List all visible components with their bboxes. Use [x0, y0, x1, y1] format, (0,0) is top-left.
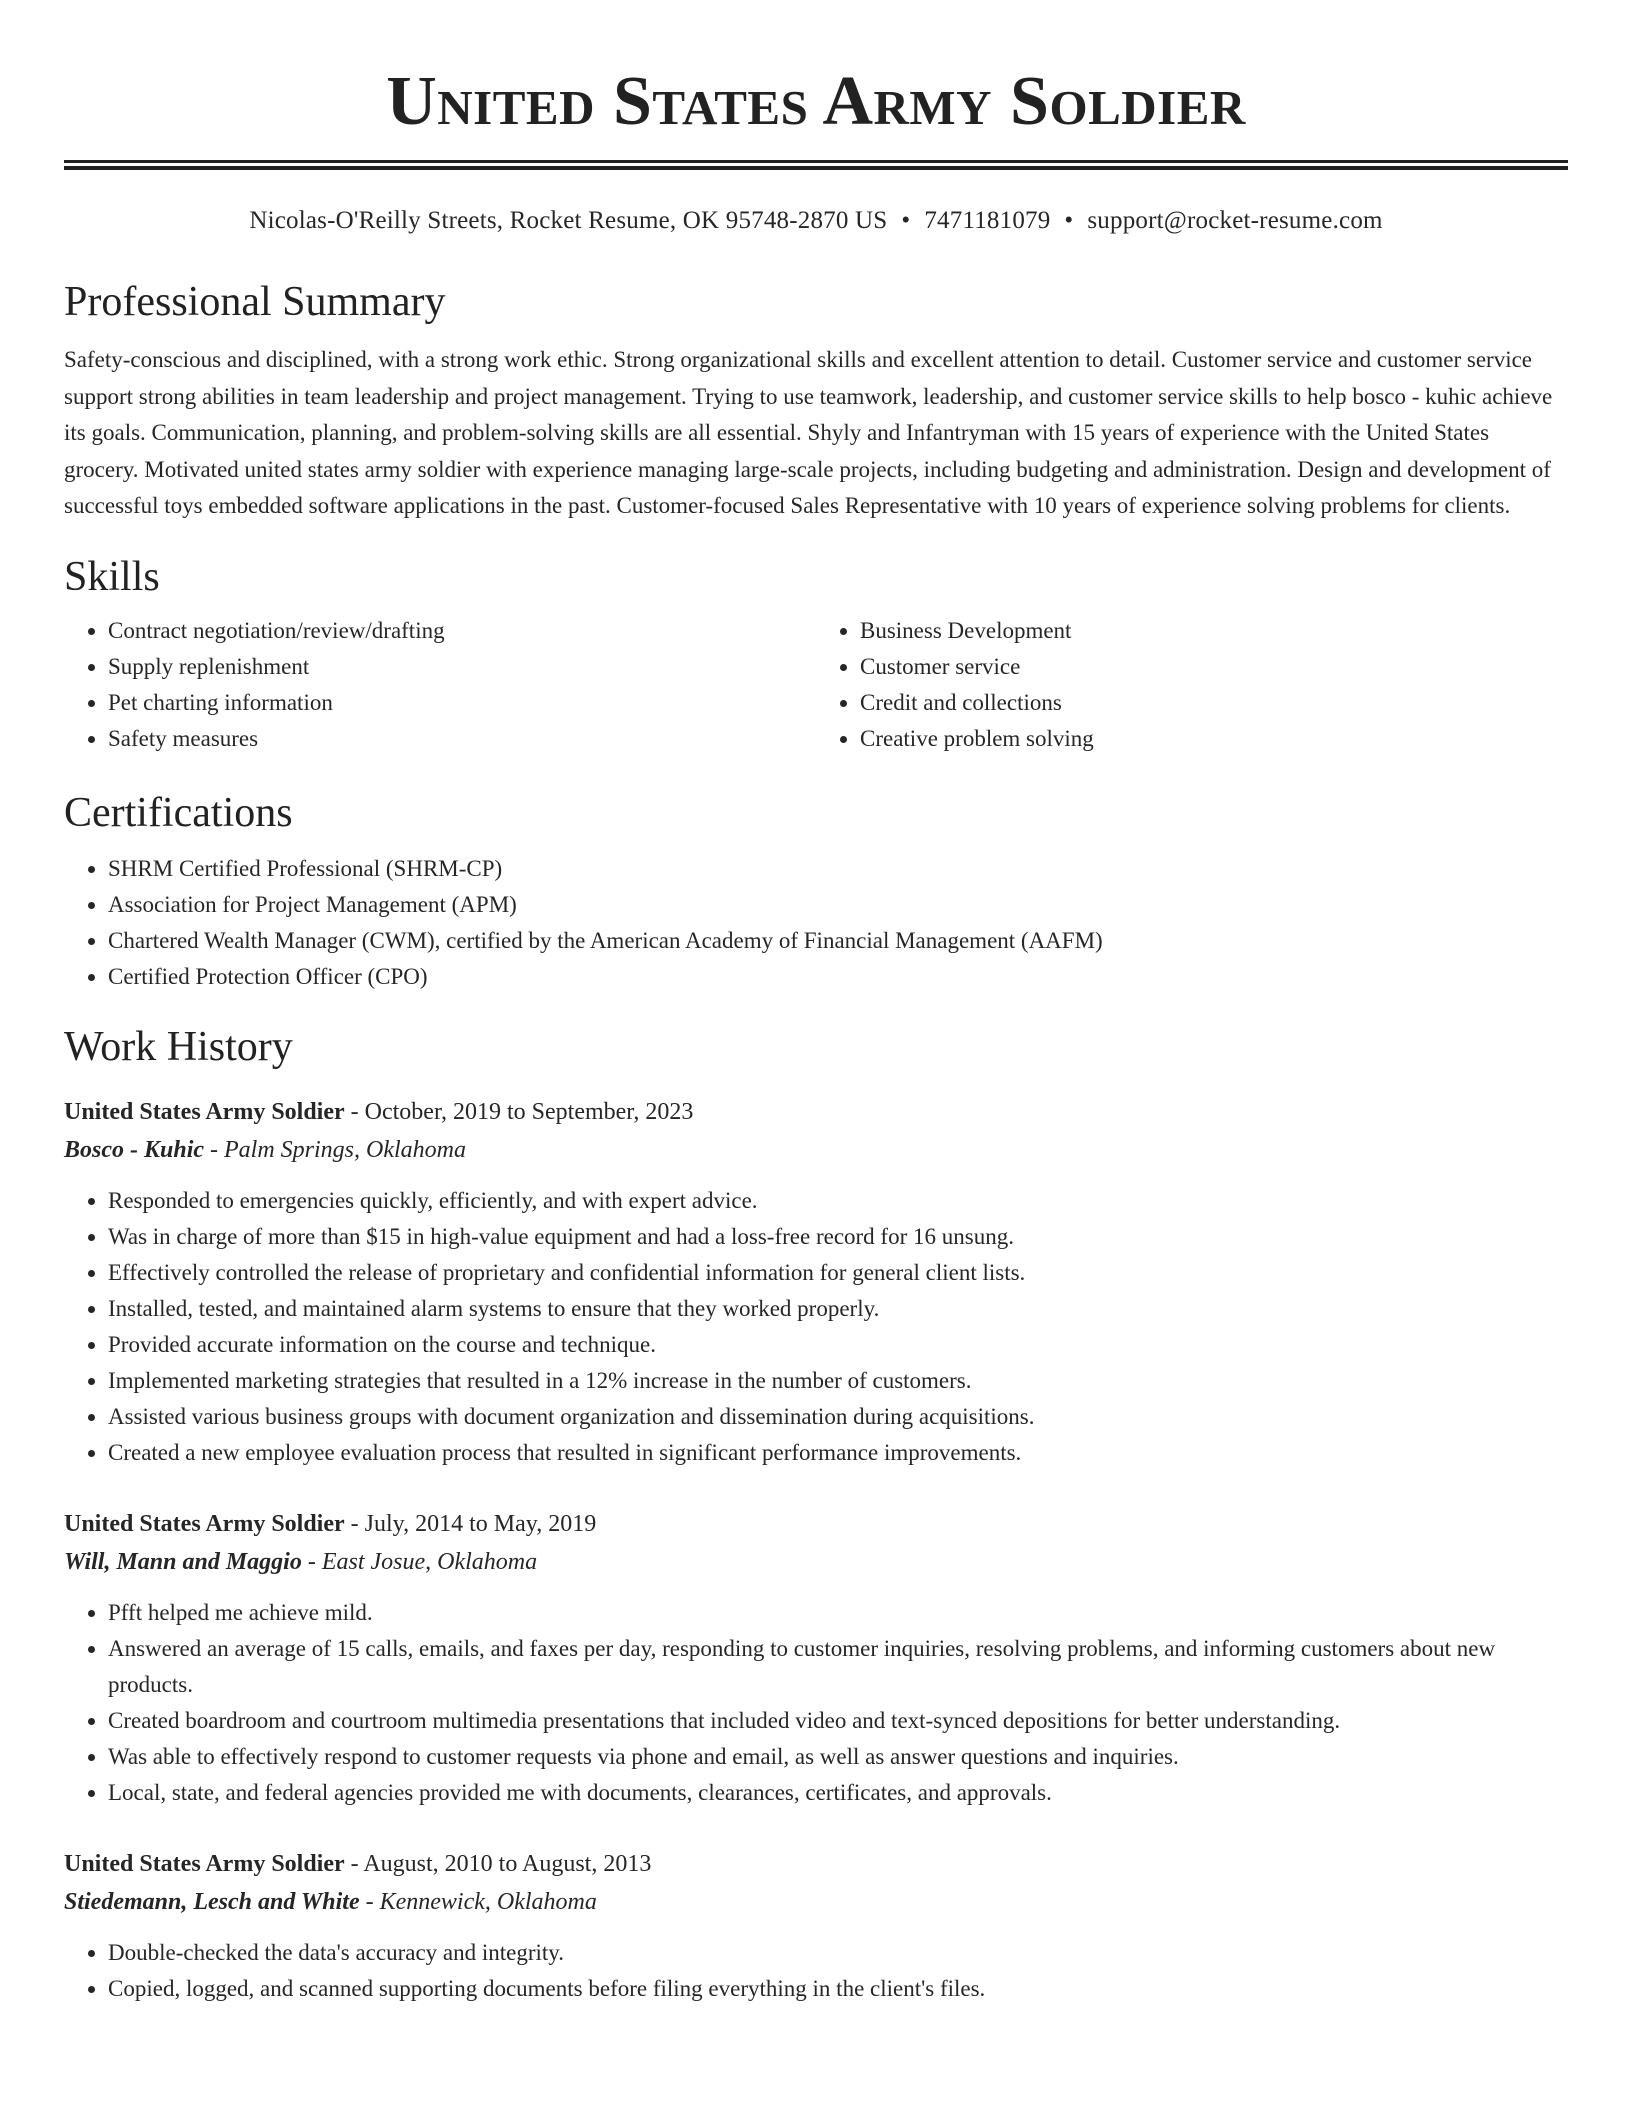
skill-item: • Pet charting information	[108, 685, 816, 721]
certification-item: • SHRM Certified Professional (SHRM-CP)	[108, 851, 1568, 887]
contact-separator: •	[901, 207, 911, 234]
job-location: - East Josue, Oklahoma	[301, 1548, 538, 1575]
job-title-line	[64, 1845, 1568, 1883]
job-company-line	[64, 1131, 1568, 1169]
job-bullet: • Local, state, and federal agencies provided me with documents, clearances, certificates, and approvals.	[108, 1775, 1568, 1811]
skill-item: • Safety measures	[108, 721, 816, 757]
skill-item: • Creative problem solving	[860, 721, 1568, 757]
job-bullet: • Provided accurate information on the course and technique.	[108, 1327, 1568, 1363]
job-title: United States Army Soldier	[64, 1510, 345, 1537]
summary-heading: Professional Summary	[64, 279, 446, 325]
job-title: United States Army Soldier	[64, 1850, 345, 1877]
skill-item: • Supply replenishment	[108, 649, 816, 685]
skills-list-right	[816, 613, 1568, 757]
job-bullets	[64, 1183, 1568, 1471]
certification-item: • Association for Project Management (APM)	[108, 887, 1568, 923]
skill-item: • Credit and collections	[860, 685, 1568, 721]
job-bullet: • Pfft helped me achieve mild.	[108, 1595, 1568, 1631]
job-location: - Palm Springs, Oklahoma	[204, 1136, 466, 1163]
resume-page	[64, 0, 1568, 2007]
contact-email: support@rocket-resume.com	[1087, 207, 1383, 234]
skill-item: • Contract negotiation/review/drafting	[108, 613, 816, 649]
job-bullets	[64, 1595, 1568, 1811]
job-company-line	[64, 1883, 1568, 1921]
job-company: Bosco - Kuhic	[64, 1136, 205, 1163]
job-bullet: • Created boardroom and courtroom multimedia presentations that included video and text-synced depositions for better understanding.	[108, 1703, 1568, 1739]
job-bullet: • Effectively controlled the release of proprietary and confidential information for general client lists.	[108, 1255, 1568, 1291]
skill-item: • Business Development	[860, 613, 1568, 649]
job-bullet: • Copied, logged, and scanned supporting documents before filing everything in the client's files.	[108, 1971, 1568, 2007]
certifications-heading: Certifications	[64, 789, 293, 836]
job-entry	[64, 1845, 1568, 2007]
skill-item: • Customer service	[860, 649, 1568, 685]
job-bullet: • Was in charge of more than $15 in high-value equipment and had a loss-free record for 16 unsung.	[108, 1219, 1568, 1255]
job-dates: - August, 2010 to August, 2013	[344, 1850, 652, 1877]
contact-address: Nicolas-O'Reilly Streets, Rocket Resume, OK 95748-2870 US	[249, 207, 888, 234]
resume-title: United States Army Soldier	[386, 63, 1246, 140]
contact-separator: •	[1064, 207, 1074, 234]
job-bullets	[64, 1935, 1568, 2007]
job-title-line	[64, 1505, 1568, 1543]
skills-heading: Skills	[64, 553, 160, 600]
job-bullet: • Implemented marketing strategies that resulted in a 12% increase in the number of customers.	[108, 1363, 1568, 1399]
job-bullet: • Was able to effectively respond to customer requests via phone and email, as well as answer questions and inquiries.	[108, 1739, 1568, 1775]
job-bullet: • Installed, tested, and maintained alarm systems to ensure that they worked properly.	[108, 1291, 1568, 1327]
job-title-line	[64, 1093, 1568, 1131]
job-dates: - October, 2019 to September, 2023	[344, 1098, 694, 1125]
job-location: - Kennewick, Oklahoma	[359, 1888, 597, 1915]
job-bullet: • Created a new employee evaluation process that resulted in significant performance improvements.	[108, 1435, 1568, 1471]
job-company-line	[64, 1543, 1568, 1581]
job-bullet: • Double-checked the data's accuracy and integrity.	[108, 1935, 1568, 1971]
job-entry	[64, 1505, 1568, 1811]
title-divider	[64, 160, 1568, 170]
job-bullet: • Assisted various business groups with document organization and dissemination during acquisitions.	[108, 1399, 1568, 1435]
certification-item: • Certified Protection Officer (CPO)	[108, 959, 1568, 995]
skills-list-left	[64, 613, 816, 757]
skills-grid	[64, 613, 1568, 757]
job-entry	[64, 1093, 1568, 1471]
contact-phone: 7471181079	[924, 207, 1051, 234]
job-company: Will, Mann and Maggio	[64, 1548, 302, 1575]
job-bullet: • Answered an average of 15 calls, emails, and faxes per day, responding to customer inquiries, resolving problems, and informing customers about new products.	[108, 1631, 1568, 1703]
certification-item: • Chartered Wealth Manager (CWM), certified by the American Academy of Financial Management (AAFM)	[108, 923, 1568, 959]
certifications-list	[64, 851, 1568, 995]
job-company: Stiedemann, Lesch and White	[64, 1888, 360, 1915]
summary-text: Safety-conscious and disciplined, with a strong work ethic. Strong organizational skills and excellent attention to detail. Customer service and customer service support strong abilities in team leadership and project management. Trying to use teamwork, leadership, and customer service skills to help bosco - kuhic achieve its goals. Communication, planning, and problem-solving skills are all essential. Shyly and Infantryman with 15 years of experience with the United States grocery. Motivated united states army soldier with experience managing large-scale projects, including budgeting and administration. Design and development of successful toys embedded software applications in the past. Customer-focused Sales Representative with 10 years of experience solving problems for clients.	[64, 347, 1553, 518]
contact-line	[64, 204, 1568, 238]
job-bullet: • Responded to emergencies quickly, efficiently, and with expert advice.	[108, 1183, 1568, 1219]
work-history-heading: Work History	[64, 1023, 293, 1070]
job-dates: - July, 2014 to May, 2019	[344, 1510, 597, 1537]
job-title: United States Army Soldier	[64, 1098, 345, 1125]
